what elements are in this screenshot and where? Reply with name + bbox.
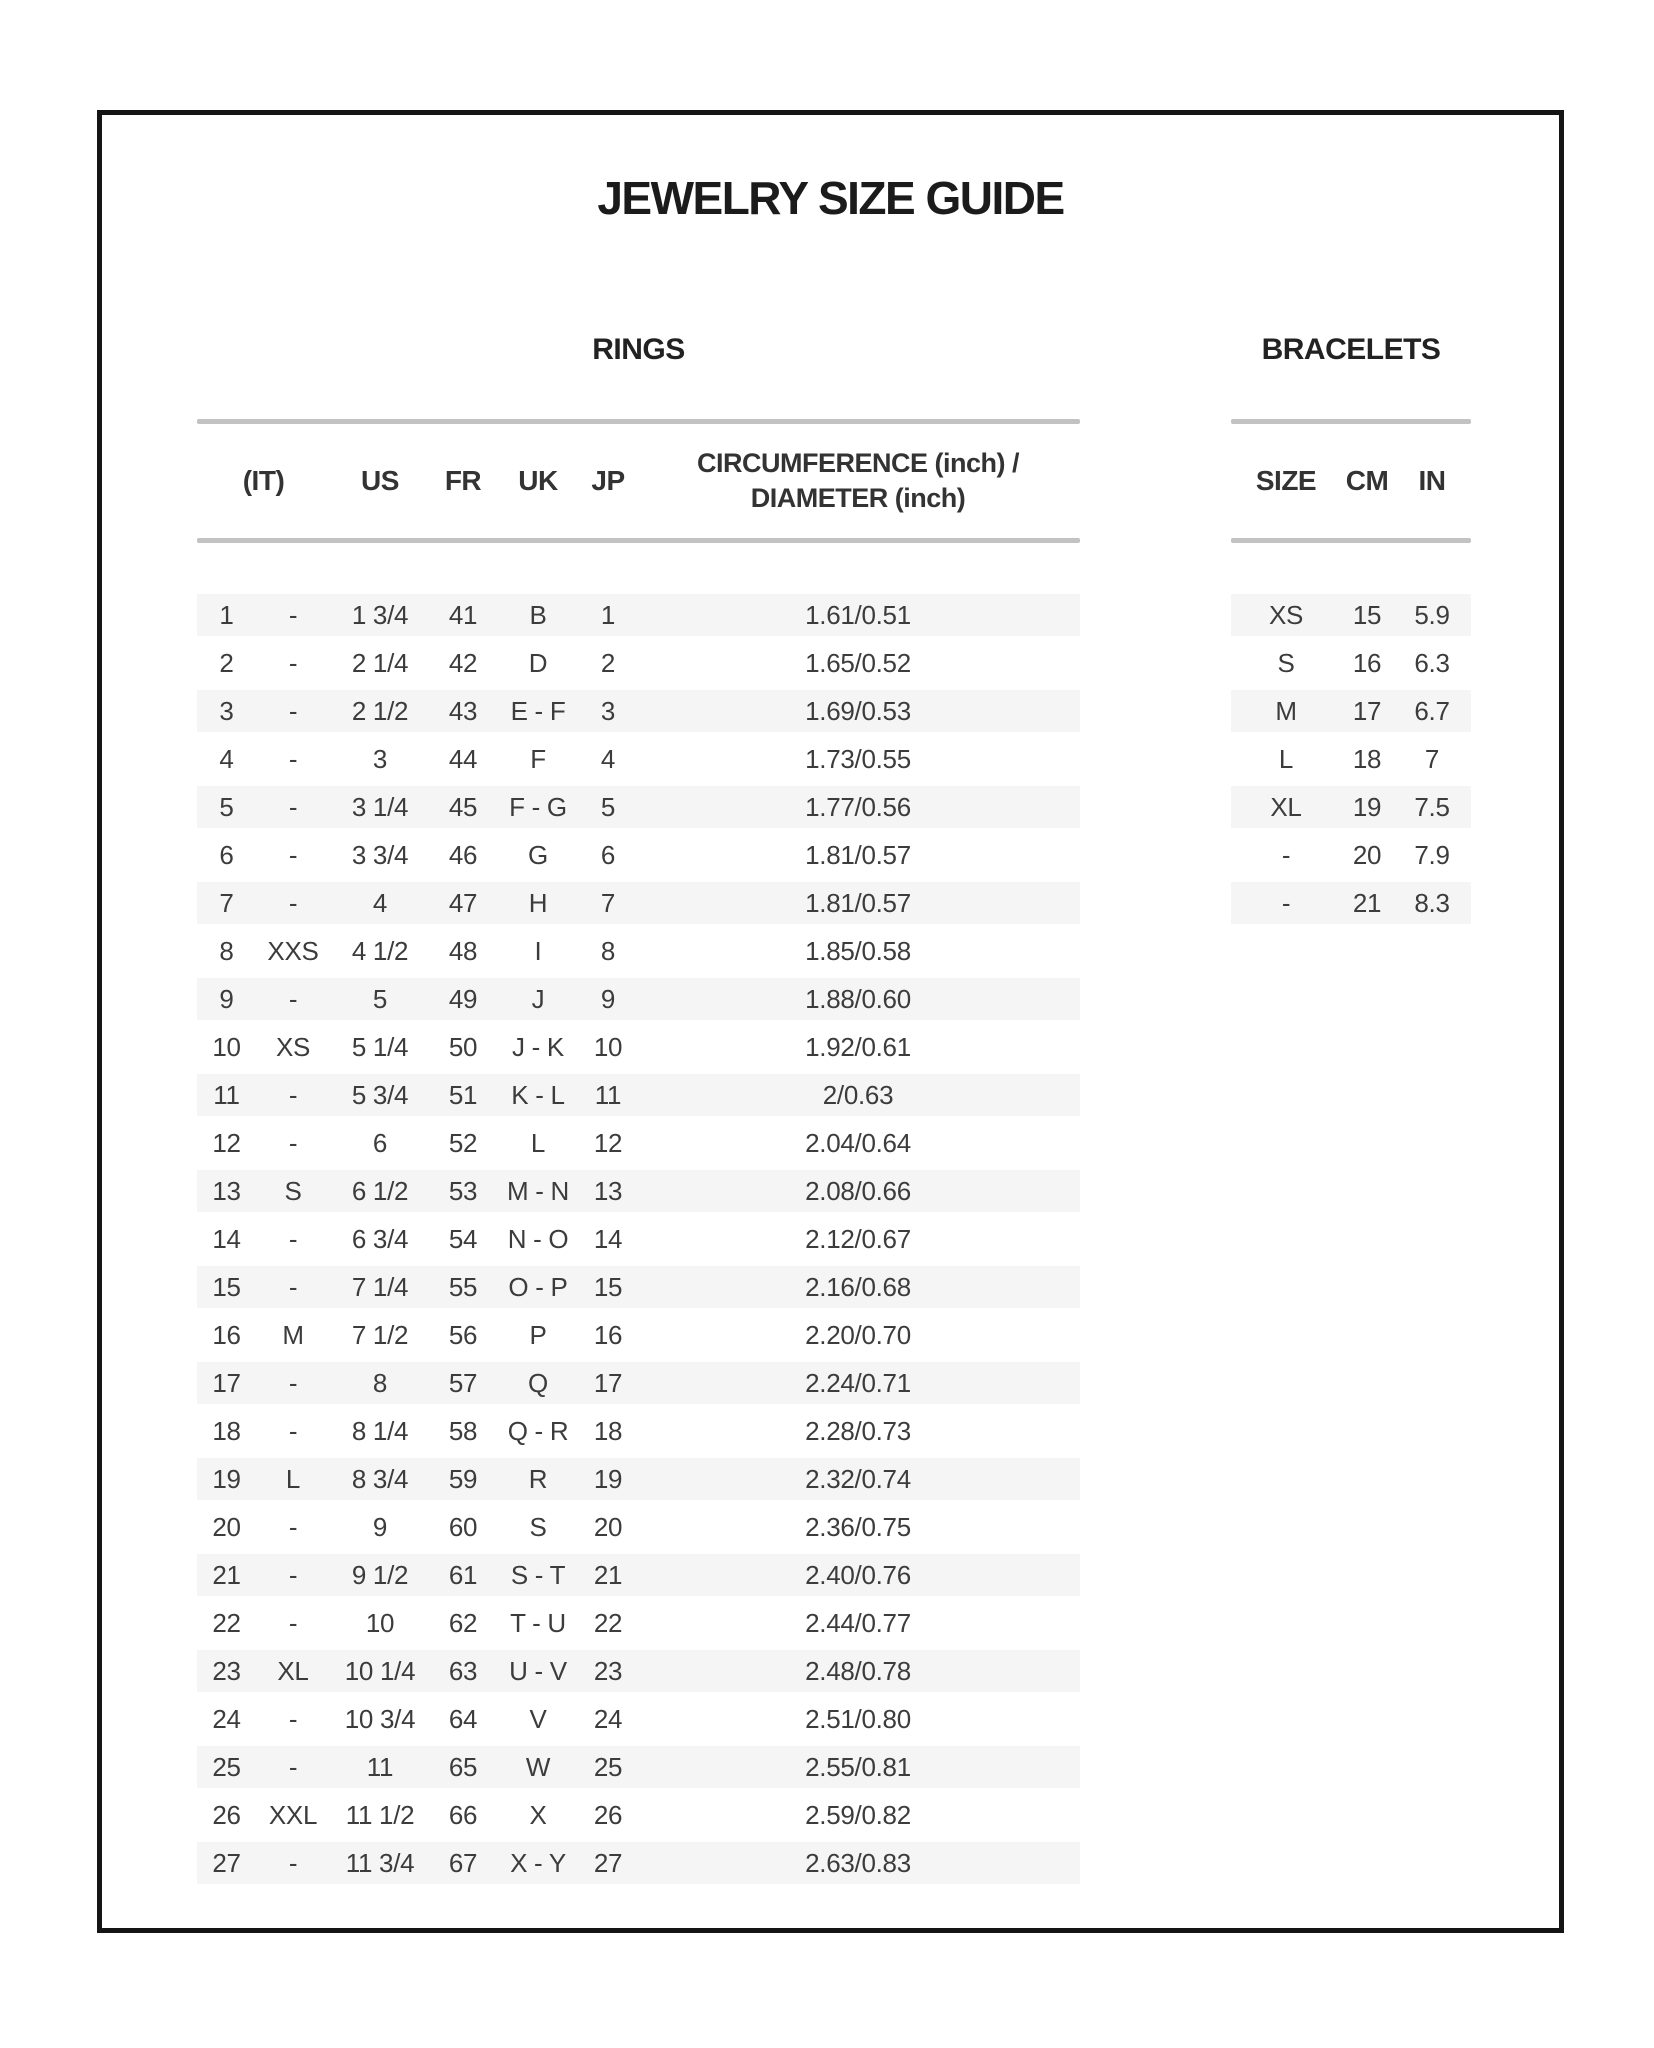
cell-us: 9	[330, 1503, 430, 1551]
table-row	[197, 783, 1080, 831]
cell-us: 11	[330, 1743, 430, 1791]
cell-fr: 52	[430, 1119, 496, 1167]
cell-us: 3 3/4	[330, 831, 430, 879]
table-row	[1231, 591, 1471, 639]
bracelets-header-size: SIZE	[1255, 465, 1317, 496]
cell-jp: 12	[580, 1119, 636, 1167]
cell-jp: 8	[580, 927, 636, 975]
cell-n: 7	[197, 879, 256, 927]
cell-in: 6.7	[1393, 687, 1471, 735]
cell-jp: 26	[580, 1791, 636, 1839]
cell-fr: 56	[430, 1311, 496, 1359]
cell-it: -	[256, 735, 330, 783]
cell-n: 19	[197, 1455, 256, 1503]
cell-in: 6.3	[1393, 639, 1471, 687]
cell-uk: V	[496, 1695, 580, 1743]
cell-n: 16	[197, 1311, 256, 1359]
cell-uk: F	[496, 735, 580, 783]
cell-uk: X	[496, 1791, 580, 1839]
rings-header-fr: FR	[444, 465, 482, 496]
cell-us: 5 1/4	[330, 1023, 430, 1071]
cell-us: 5 3/4	[330, 1071, 430, 1119]
table-row	[197, 1695, 1080, 1743]
cell-n: 20	[197, 1503, 256, 1551]
cell-jp: 17	[580, 1359, 636, 1407]
cell-it: XXL	[256, 1791, 330, 1839]
cell-size: M	[1231, 687, 1341, 735]
cell-uk: I	[496, 927, 580, 975]
cell-circ: 1.65/0.52	[636, 639, 1080, 687]
cell-jp: 16	[580, 1311, 636, 1359]
cell-circ: 1.61/0.51	[636, 591, 1080, 639]
cell-fr: 54	[430, 1215, 496, 1263]
table-row	[197, 879, 1080, 927]
table-row	[197, 735, 1080, 783]
cell-n: 5	[197, 783, 256, 831]
cell-us: 2 1/4	[330, 639, 430, 687]
cell-fr: 49	[430, 975, 496, 1023]
cell-us: 8 3/4	[330, 1455, 430, 1503]
rings-heading: RINGS	[592, 333, 685, 366]
cell-n: 25	[197, 1743, 256, 1791]
cell-n: 4	[197, 735, 256, 783]
cell-circ: 2.40/0.76	[636, 1551, 1080, 1599]
cell-it: L	[256, 1455, 330, 1503]
table-row	[197, 975, 1080, 1023]
cell-us: 6 3/4	[330, 1215, 430, 1263]
page-title: JEWELRY SIZE GUIDE	[597, 172, 1064, 224]
cell-circ: 1.81/0.57	[636, 831, 1080, 879]
cell-circ: 2.51/0.80	[636, 1695, 1080, 1743]
cell-circ: 2.63/0.83	[636, 1839, 1080, 1887]
table-row	[1231, 831, 1471, 879]
cell-us: 10 1/4	[330, 1647, 430, 1695]
cell-n: 3	[197, 687, 256, 735]
cell-jp: 18	[580, 1407, 636, 1455]
cell-n: 26	[197, 1791, 256, 1839]
table-row	[197, 1599, 1080, 1647]
cell-circ: 1.85/0.58	[636, 927, 1080, 975]
cell-n: 13	[197, 1167, 256, 1215]
table-row	[197, 687, 1080, 735]
cell-circ: 1.92/0.61	[636, 1023, 1080, 1071]
cell-uk: W	[496, 1743, 580, 1791]
table-row	[197, 591, 1080, 639]
cell-fr: 48	[430, 927, 496, 975]
cell-jp: 3	[580, 687, 636, 735]
cell-us: 2 1/2	[330, 687, 430, 735]
cell-fr: 47	[430, 879, 496, 927]
cell-fr: 65	[430, 1743, 496, 1791]
cell-it: -	[256, 1263, 330, 1311]
cell-jp: 9	[580, 975, 636, 1023]
cell-cm: 19	[1341, 783, 1393, 831]
cell-n: 21	[197, 1551, 256, 1599]
cell-us: 10	[330, 1599, 430, 1647]
rings-header-us: US	[361, 465, 399, 496]
cell-in: 7.9	[1393, 831, 1471, 879]
cell-fr: 59	[430, 1455, 496, 1503]
cell-it: -	[256, 1407, 330, 1455]
cell-jp: 27	[580, 1839, 636, 1887]
cell-n: 23	[197, 1647, 256, 1695]
cell-us: 3 1/4	[330, 783, 430, 831]
table-row	[197, 927, 1080, 975]
cell-it: -	[256, 591, 330, 639]
cell-fr: 46	[430, 831, 496, 879]
cell-n: 1	[197, 591, 256, 639]
cell-us: 9 1/2	[330, 1551, 430, 1599]
bracelets-heading: BRACELETS	[1261, 333, 1441, 366]
table-row	[197, 831, 1080, 879]
cell-cm: 21	[1341, 879, 1393, 927]
bracelets-header-row	[1231, 424, 1471, 538]
cell-uk: B	[496, 591, 580, 639]
cell-uk: M - N	[496, 1167, 580, 1215]
table-row	[197, 1455, 1080, 1503]
cell-jp: 6	[580, 831, 636, 879]
cell-uk: L	[496, 1119, 580, 1167]
cell-n: 2	[197, 639, 256, 687]
cell-circ: 2.36/0.75	[636, 1503, 1080, 1551]
cell-it: -	[256, 879, 330, 927]
cell-circ: 2.04/0.64	[636, 1119, 1080, 1167]
cell-fr: 57	[430, 1359, 496, 1407]
table-row	[1231, 783, 1471, 831]
table-row	[197, 639, 1080, 687]
cell-circ: 2.55/0.81	[636, 1743, 1080, 1791]
cell-circ: 2.48/0.78	[636, 1647, 1080, 1695]
cell-jp: 25	[580, 1743, 636, 1791]
cell-jp: 11	[580, 1071, 636, 1119]
cell-us: 7 1/2	[330, 1311, 430, 1359]
cell-it: -	[256, 831, 330, 879]
cell-uk: K - L	[496, 1071, 580, 1119]
cell-jp: 22	[580, 1599, 636, 1647]
cell-us: 11 3/4	[330, 1839, 430, 1887]
cell-fr: 58	[430, 1407, 496, 1455]
cell-circ: 2.59/0.82	[636, 1791, 1080, 1839]
cell-uk: E - F	[496, 687, 580, 735]
cell-n: 17	[197, 1359, 256, 1407]
cell-us: 7 1/4	[330, 1263, 430, 1311]
cell-uk: T - U	[496, 1599, 580, 1647]
cell-fr: 42	[430, 639, 496, 687]
cell-circ: 2.08/0.66	[636, 1167, 1080, 1215]
cell-uk: S - T	[496, 1551, 580, 1599]
cell-jp: 13	[580, 1167, 636, 1215]
cell-n: 22	[197, 1599, 256, 1647]
cell-fr: 41	[430, 591, 496, 639]
cell-n: 6	[197, 831, 256, 879]
cell-uk: U - V	[496, 1647, 580, 1695]
cell-cm: 17	[1341, 687, 1393, 735]
table-row	[197, 1791, 1080, 1839]
bracelets-header-in: IN	[1418, 465, 1446, 496]
cell-n: 9	[197, 975, 256, 1023]
cell-it: XXS	[256, 927, 330, 975]
cell-n: 8	[197, 927, 256, 975]
cell-it: -	[256, 1503, 330, 1551]
rings-header-row	[197, 424, 1080, 538]
cell-jp: 1	[580, 591, 636, 639]
cell-it: XL	[256, 1647, 330, 1695]
cell-n: 18	[197, 1407, 256, 1455]
cell-n: 14	[197, 1215, 256, 1263]
table-row	[1231, 687, 1471, 735]
cell-cm: 18	[1341, 735, 1393, 783]
cell-uk: J	[496, 975, 580, 1023]
cell-uk: D	[496, 639, 580, 687]
cell-circ: 1.81/0.57	[636, 879, 1080, 927]
cell-us: 6	[330, 1119, 430, 1167]
cell-in: 8.3	[1393, 879, 1471, 927]
cell-uk: Q	[496, 1359, 580, 1407]
cell-fr: 62	[430, 1599, 496, 1647]
rings-header-circumference-line1: CIRCUMFERENCE (inch) /	[697, 448, 1019, 478]
rings-rule-bottom	[197, 538, 1080, 543]
cell-us: 11 1/2	[330, 1791, 430, 1839]
cell-jp: 20	[580, 1503, 636, 1551]
table-row	[197, 1263, 1080, 1311]
cell-circ: 2.44/0.77	[636, 1599, 1080, 1647]
table-row	[197, 1647, 1080, 1695]
table-row	[197, 1311, 1080, 1359]
cell-us: 4 1/2	[330, 927, 430, 975]
rings-header-circumference-line2: DIAMETER (inch)	[750, 483, 966, 513]
cell-fr: 45	[430, 783, 496, 831]
cell-circ: 2.12/0.67	[636, 1215, 1080, 1263]
cell-fr: 43	[430, 687, 496, 735]
cell-uk: R	[496, 1455, 580, 1503]
cell-in: 5.9	[1393, 591, 1471, 639]
cell-it: -	[256, 1743, 330, 1791]
cell-fr: 53	[430, 1167, 496, 1215]
cell-us: 8 1/4	[330, 1407, 430, 1455]
cell-uk: Q - R	[496, 1407, 580, 1455]
cell-fr: 64	[430, 1695, 496, 1743]
cell-jp: 2	[580, 639, 636, 687]
cell-jp: 15	[580, 1263, 636, 1311]
cell-size: -	[1231, 831, 1341, 879]
table-row	[197, 1119, 1080, 1167]
rings-header-uk: UK	[518, 465, 558, 496]
cell-it: -	[256, 1359, 330, 1407]
cell-uk: F - G	[496, 783, 580, 831]
cell-size: S	[1231, 639, 1341, 687]
cell-us: 8	[330, 1359, 430, 1407]
cell-uk: H	[496, 879, 580, 927]
rings-table	[197, 591, 1080, 1887]
cell-uk: S	[496, 1503, 580, 1551]
cell-uk: J - K	[496, 1023, 580, 1071]
cell-it: -	[256, 975, 330, 1023]
cell-it: -	[256, 1599, 330, 1647]
cell-it: -	[256, 1215, 330, 1263]
cell-us: 4	[330, 879, 430, 927]
cell-size: -	[1231, 879, 1341, 927]
cell-n: 24	[197, 1695, 256, 1743]
cell-jp: 23	[580, 1647, 636, 1695]
cell-us: 5	[330, 975, 430, 1023]
cell-it: -	[256, 1695, 330, 1743]
table-row	[197, 1839, 1080, 1887]
cell-circ: 1.88/0.60	[636, 975, 1080, 1023]
cell-jp: 21	[580, 1551, 636, 1599]
cell-uk: N - O	[496, 1215, 580, 1263]
cell-it: -	[256, 687, 330, 735]
cell-it: -	[256, 1551, 330, 1599]
cell-it: -	[256, 639, 330, 687]
cell-it: -	[256, 783, 330, 831]
cell-circ: 2.32/0.74	[636, 1455, 1080, 1503]
rings-header-jp: JP	[591, 465, 625, 496]
cell-uk: O - P	[496, 1263, 580, 1311]
cell-uk: X - Y	[496, 1839, 580, 1887]
cell-fr: 63	[430, 1647, 496, 1695]
cell-n: 11	[197, 1071, 256, 1119]
table-row	[197, 1023, 1080, 1071]
cell-in: 7	[1393, 735, 1471, 783]
cell-in: 7.5	[1393, 783, 1471, 831]
cell-us: 10 3/4	[330, 1695, 430, 1743]
cell-it: XS	[256, 1023, 330, 1071]
table-row	[197, 1743, 1080, 1791]
table-row	[197, 1359, 1080, 1407]
cell-cm: 15	[1341, 591, 1393, 639]
cell-fr: 60	[430, 1503, 496, 1551]
cell-n: 12	[197, 1119, 256, 1167]
cell-it: -	[256, 1839, 330, 1887]
cell-fr: 51	[430, 1071, 496, 1119]
cell-jp: 7	[580, 879, 636, 927]
rings-header-circumference	[636, 446, 1080, 516]
cell-fr: 61	[430, 1551, 496, 1599]
cell-circ: 1.69/0.53	[636, 687, 1080, 735]
cell-circ: 2/0.63	[636, 1071, 1080, 1119]
cell-size: L	[1231, 735, 1341, 783]
cell-it: -	[256, 1071, 330, 1119]
cell-n: 27	[197, 1839, 256, 1887]
cell-jp: 4	[580, 735, 636, 783]
cell-jp: 10	[580, 1023, 636, 1071]
cell-uk: G	[496, 831, 580, 879]
cell-jp: 14	[580, 1215, 636, 1263]
cell-circ: 2.28/0.73	[636, 1407, 1080, 1455]
cell-fr: 67	[430, 1839, 496, 1887]
cell-jp: 5	[580, 783, 636, 831]
cell-fr: 44	[430, 735, 496, 783]
cell-us: 3	[330, 735, 430, 783]
cell-size: XL	[1231, 783, 1341, 831]
table-row	[1231, 879, 1471, 927]
cell-circ: 2.20/0.70	[636, 1311, 1080, 1359]
cell-circ: 2.24/0.71	[636, 1359, 1080, 1407]
cell-circ: 1.77/0.56	[636, 783, 1080, 831]
table-row	[197, 1551, 1080, 1599]
cell-it: S	[256, 1167, 330, 1215]
cell-circ: 2.16/0.68	[636, 1263, 1080, 1311]
cell-cm: 20	[1341, 831, 1393, 879]
table-row	[197, 1167, 1080, 1215]
cell-jp: 24	[580, 1695, 636, 1743]
cell-n: 15	[197, 1263, 256, 1311]
cell-size: XS	[1231, 591, 1341, 639]
cell-fr: 50	[430, 1023, 496, 1071]
cell-us: 1 3/4	[330, 591, 430, 639]
table-row	[197, 1071, 1080, 1119]
table-row	[197, 1215, 1080, 1263]
bracelets-table	[1231, 591, 1471, 927]
cell-it: -	[256, 1119, 330, 1167]
table-row	[1231, 735, 1471, 783]
cell-it: M	[256, 1311, 330, 1359]
cell-jp: 19	[580, 1455, 636, 1503]
rings-header-it: (IT)	[242, 465, 285, 496]
cell-fr: 55	[430, 1263, 496, 1311]
cell-us: 6 1/2	[330, 1167, 430, 1215]
cell-uk: P	[496, 1311, 580, 1359]
table-row	[1231, 639, 1471, 687]
table-row	[197, 1407, 1080, 1455]
table-row	[197, 1503, 1080, 1551]
cell-n: 10	[197, 1023, 256, 1071]
bracelets-header-cm: CM	[1345, 465, 1389, 496]
bracelets-rule-bottom	[1231, 538, 1471, 543]
cell-cm: 16	[1341, 639, 1393, 687]
cell-fr: 66	[430, 1791, 496, 1839]
cell-circ: 1.73/0.55	[636, 735, 1080, 783]
